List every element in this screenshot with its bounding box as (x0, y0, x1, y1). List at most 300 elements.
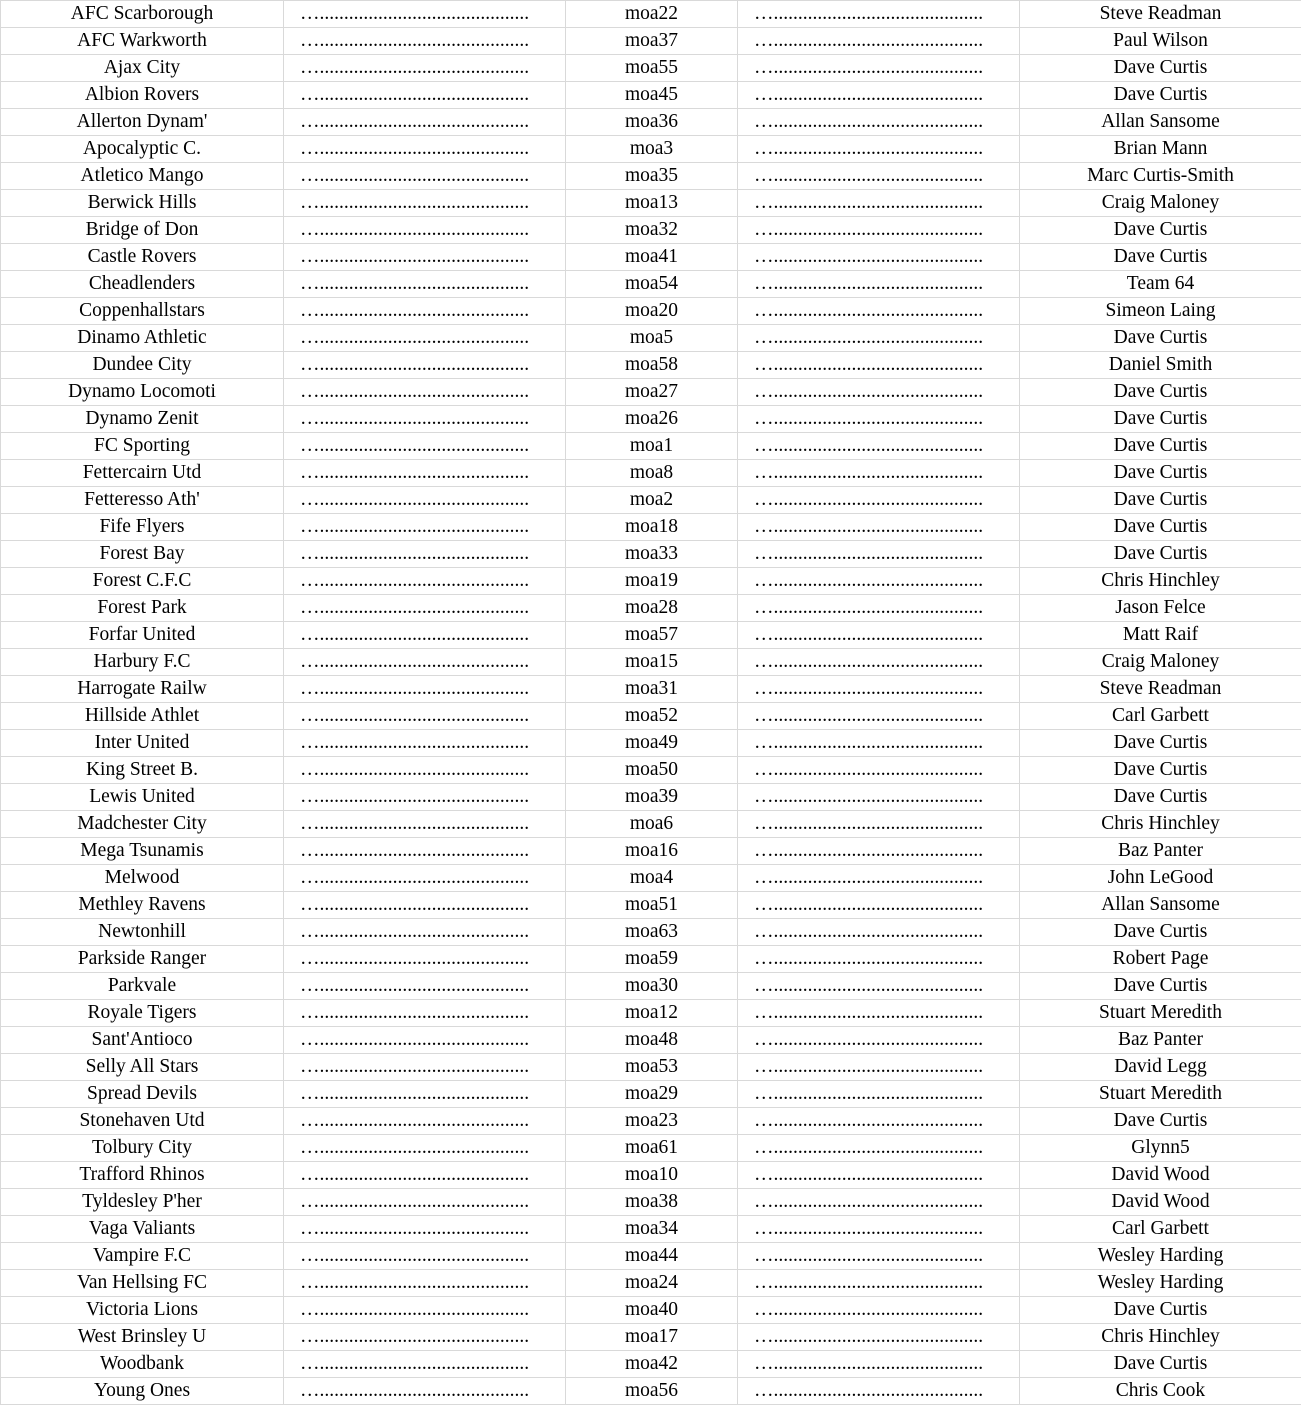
team-code-cell[interactable]: moa17 (566, 1324, 738, 1351)
manager-name-cell[interactable]: Dave Curtis (1020, 919, 1301, 946)
dotted-leader-cell[interactable]: …........................................... (284, 1135, 566, 1162)
dotted-leader-cell[interactable]: …........................................... (284, 757, 566, 784)
manager-name-cell[interactable]: Dave Curtis (1020, 460, 1301, 487)
manager-name-cell[interactable]: Stuart Meredith (1020, 1081, 1301, 1108)
table-row (1, 649, 1301, 676)
manager-name-cell[interactable]: Dave Curtis (1020, 379, 1301, 406)
manager-name-cell[interactable]: Dave Curtis (1020, 433, 1301, 460)
dotted-leader-cell[interactable]: …........................................... (738, 1054, 1020, 1081)
table-row (1, 1054, 1301, 1081)
team-code-cell[interactable]: moa20 (566, 298, 738, 325)
team-code-cell[interactable]: moa41 (566, 244, 738, 271)
dotted-leader-cell[interactable]: …........................................... (738, 1324, 1020, 1351)
team-code-cell[interactable]: moa5 (566, 325, 738, 352)
team-name-cell[interactable]: Apocalyptic C. (1, 136, 284, 163)
team-name-cell[interactable]: King Street B. (1, 757, 284, 784)
manager-name-cell[interactable]: Dave Curtis (1020, 514, 1301, 541)
team-name-cell[interactable]: Castle Rovers (1, 244, 284, 271)
dotted-leader-cell[interactable]: …........................................... (284, 595, 566, 622)
manager-name-cell[interactable]: Glynn5 (1020, 1135, 1301, 1162)
dotted-leader-cell[interactable]: …........................................... (284, 730, 566, 757)
manager-name-cell[interactable]: Allan Sansome (1020, 109, 1301, 136)
table-row (1, 1324, 1301, 1351)
table-row (1, 1027, 1301, 1054)
team-code-cell[interactable]: moa55 (566, 55, 738, 82)
team-name-cell[interactable]: Lewis United (1, 784, 284, 811)
dotted-leader-cell[interactable]: …........................................... (738, 379, 1020, 406)
manager-name-cell[interactable]: Matt Raif (1020, 622, 1301, 649)
team-code-cell[interactable]: moa31 (566, 676, 738, 703)
team-name-cell[interactable]: AFC Scarborough (1, 1, 284, 28)
dotted-leader-cell[interactable]: …........................................... (284, 82, 566, 109)
team-code-cell[interactable]: moa15 (566, 649, 738, 676)
manager-name-cell[interactable]: Carl Garbett (1020, 703, 1301, 730)
dotted-leader-cell[interactable]: …........................................... (738, 1270, 1020, 1297)
dotted-leader-cell[interactable]: …........................................... (284, 1, 566, 28)
table-row (1, 757, 1301, 784)
team-code-cell[interactable]: moa52 (566, 703, 738, 730)
dotted-leader-cell[interactable]: …........................................... (284, 1000, 566, 1027)
team-name-cell[interactable]: Spread Devils (1, 1081, 284, 1108)
team-name-cell[interactable]: Newtonhill (1, 919, 284, 946)
dotted-leader-cell[interactable]: …........................................... (738, 973, 1020, 1000)
dotted-leader-cell[interactable]: …........................................... (284, 1297, 566, 1324)
dotted-leader-cell[interactable]: …........................................... (738, 1027, 1020, 1054)
team-code-cell[interactable]: moa36 (566, 109, 738, 136)
table-row (1, 136, 1301, 163)
dotted-leader-cell[interactable]: …........................................... (738, 838, 1020, 865)
dotted-leader-cell[interactable]: …........................................... (284, 460, 566, 487)
manager-name-cell[interactable]: John LeGood (1020, 865, 1301, 892)
dotted-leader-cell[interactable]: …........................................... (284, 1081, 566, 1108)
manager-name-cell[interactable]: David Wood (1020, 1189, 1301, 1216)
dotted-leader-cell[interactable]: …........................................... (284, 1216, 566, 1243)
team-code-cell[interactable]: moa18 (566, 514, 738, 541)
team-name-cell[interactable]: Fetteresso Ath' (1, 487, 284, 514)
team-name-cell[interactable]: Tolbury City (1, 1135, 284, 1162)
dotted-leader-cell[interactable]: …........................................... (738, 649, 1020, 676)
manager-name-cell[interactable]: Brian Mann (1020, 136, 1301, 163)
team-name-cell[interactable]: Methley Ravens (1, 892, 284, 919)
table-row (1, 1351, 1301, 1378)
team-code-cell[interactable]: moa63 (566, 919, 738, 946)
team-name-cell[interactable]: Berwick Hills (1, 190, 284, 217)
team-name-cell[interactable]: Bridge of Don (1, 217, 284, 244)
team-name-cell[interactable]: FC Sporting (1, 433, 284, 460)
team-name-cell[interactable]: Dinamo Athletic (1, 325, 284, 352)
team-code-cell[interactable]: moa38 (566, 1189, 738, 1216)
manager-name-cell[interactable]: Daniel Smith (1020, 352, 1301, 379)
team-code-cell[interactable]: moa33 (566, 541, 738, 568)
dotted-leader-cell[interactable]: …........................................... (738, 217, 1020, 244)
team-name-cell[interactable]: Trafford Rhinos (1, 1162, 284, 1189)
manager-name-cell[interactable]: Allan Sansome (1020, 892, 1301, 919)
table-row (1, 352, 1301, 379)
manager-name-cell[interactable]: Wesley Harding (1020, 1243, 1301, 1270)
dotted-leader-cell[interactable]: …........................................... (284, 190, 566, 217)
team-name-cell[interactable]: Dynamo Zenit (1, 406, 284, 433)
manager-name-cell[interactable]: Steve Readman (1020, 676, 1301, 703)
table-row (1, 568, 1301, 595)
table-row (1, 1162, 1301, 1189)
team-name-cell[interactable]: Sant'Antioco (1, 1027, 284, 1054)
team-name-cell[interactable]: Parkside Ranger (1, 946, 284, 973)
team-name-cell[interactable]: Van Hellsing FC (1, 1270, 284, 1297)
dotted-leader-cell[interactable]: …........................................... (738, 622, 1020, 649)
dotted-leader-cell[interactable]: …........................................... (284, 568, 566, 595)
team-name-cell[interactable]: Vaga Valiants (1, 1216, 284, 1243)
table-row (1, 703, 1301, 730)
team-name-cell[interactable]: Dundee City (1, 352, 284, 379)
table-row (1, 946, 1301, 973)
dotted-leader-cell[interactable]: …........................................... (738, 1243, 1020, 1270)
team-code-cell[interactable]: moa19 (566, 568, 738, 595)
table-row (1, 892, 1301, 919)
dotted-leader-cell[interactable]: …........................................... (738, 352, 1020, 379)
manager-name-cell[interactable]: Dave Curtis (1020, 325, 1301, 352)
team-name-cell[interactable]: Fife Flyers (1, 514, 284, 541)
table-row (1, 406, 1301, 433)
dotted-leader-cell[interactable]: …........................................... (738, 460, 1020, 487)
team-code-cell[interactable]: moa61 (566, 1135, 738, 1162)
table-row (1, 919, 1301, 946)
dotted-leader-cell[interactable]: …........................................... (284, 622, 566, 649)
team-code-cell[interactable]: moa32 (566, 217, 738, 244)
dotted-leader-cell[interactable]: …........................................... (284, 352, 566, 379)
dotted-leader-cell[interactable]: …........................................... (738, 595, 1020, 622)
dotted-leader-cell[interactable]: …........................................... (284, 1351, 566, 1378)
dotted-leader-cell[interactable]: …........................................... (738, 28, 1020, 55)
team-code-cell[interactable]: moa26 (566, 406, 738, 433)
team-name-cell[interactable]: Inter United (1, 730, 284, 757)
team-name-cell[interactable]: Forest C.F.C (1, 568, 284, 595)
dotted-leader-cell[interactable]: …........................................... (284, 649, 566, 676)
table-row (1, 595, 1301, 622)
table-row (1, 298, 1301, 325)
dotted-leader-cell[interactable]: …........................................... (738, 406, 1020, 433)
team-code-cell[interactable]: moa12 (566, 1000, 738, 1027)
team-code-cell[interactable]: moa24 (566, 1270, 738, 1297)
table-row (1, 109, 1301, 136)
team-name-cell[interactable]: Royale Tigers (1, 1000, 284, 1027)
dotted-leader-cell[interactable]: …........................................... (284, 28, 566, 55)
team-name-cell[interactable]: Victoria Lions (1, 1297, 284, 1324)
dotted-leader-cell[interactable]: …........................................... (738, 946, 1020, 973)
table-row (1, 325, 1301, 352)
dotted-leader-cell[interactable]: …........................................... (284, 406, 566, 433)
dotted-leader-cell[interactable]: …........................................... (284, 163, 566, 190)
dotted-leader-cell[interactable]: …........................................... (738, 784, 1020, 811)
team-code-cell[interactable]: moa23 (566, 1108, 738, 1135)
manager-name-cell[interactable]: David Legg (1020, 1054, 1301, 1081)
manager-name-cell[interactable]: Carl Garbett (1020, 1216, 1301, 1243)
team-code-cell[interactable]: moa59 (566, 946, 738, 973)
manager-name-cell[interactable]: Dave Curtis (1020, 217, 1301, 244)
table-row (1, 163, 1301, 190)
manager-name-cell[interactable]: Dave Curtis (1020, 244, 1301, 271)
dotted-leader-cell[interactable]: …........................................... (284, 325, 566, 352)
team-code-cell[interactable]: moa22 (566, 1, 738, 28)
table-row (1, 28, 1301, 55)
dotted-leader-cell[interactable]: …........................................... (284, 487, 566, 514)
dotted-leader-cell[interactable]: …........................................... (284, 433, 566, 460)
team-name-cell[interactable]: West Brinsley U (1, 1324, 284, 1351)
dotted-leader-cell[interactable]: …........................................... (738, 1351, 1020, 1378)
manager-name-cell[interactable]: Chris Hinchley (1020, 568, 1301, 595)
manager-name-cell[interactable]: Chris Hinchley (1020, 811, 1301, 838)
table-row (1, 865, 1301, 892)
manager-name-cell[interactable]: Chris Cook (1020, 1378, 1301, 1405)
team-name-cell[interactable]: Coppenhallstars (1, 298, 284, 325)
manager-name-cell[interactable]: Dave Curtis (1020, 1351, 1301, 1378)
team-code-cell[interactable]: moa3 (566, 136, 738, 163)
team-name-cell[interactable]: Madchester City (1, 811, 284, 838)
table-row (1, 730, 1301, 757)
manager-name-cell[interactable]: David Wood (1020, 1162, 1301, 1189)
dotted-leader-cell[interactable]: …........................................... (738, 1081, 1020, 1108)
dotted-leader-cell[interactable]: …........................................... (284, 1378, 566, 1405)
manager-name-cell[interactable]: Craig Maloney (1020, 649, 1301, 676)
table-row (1, 1189, 1301, 1216)
manager-name-cell[interactable]: Dave Curtis (1020, 1297, 1301, 1324)
team-name-cell[interactable]: Fettercairn Utd (1, 460, 284, 487)
table-row (1, 217, 1301, 244)
dotted-leader-cell[interactable]: …........................................... (738, 1108, 1020, 1135)
dotted-leader-cell[interactable]: …........................................... (738, 811, 1020, 838)
manager-name-cell[interactable]: Wesley Harding (1020, 1270, 1301, 1297)
manager-name-cell[interactable]: Dave Curtis (1020, 55, 1301, 82)
team-code-cell[interactable]: moa8 (566, 460, 738, 487)
dotted-leader-cell[interactable]: …........................................... (738, 487, 1020, 514)
dotted-leader-cell[interactable]: …........................................... (738, 1378, 1020, 1405)
team-code-cell[interactable]: moa49 (566, 730, 738, 757)
team-code-cell[interactable]: moa29 (566, 1081, 738, 1108)
manager-name-cell[interactable]: Baz Panter (1020, 1027, 1301, 1054)
team-code-cell[interactable]: moa48 (566, 1027, 738, 1054)
team-code-cell[interactable]: moa53 (566, 1054, 738, 1081)
table-row (1, 1081, 1301, 1108)
dotted-leader-cell[interactable]: …........................................... (284, 109, 566, 136)
team-name-cell[interactable]: Hillside Athlet (1, 703, 284, 730)
manager-name-cell[interactable]: Dave Curtis (1020, 757, 1301, 784)
team-code-cell[interactable]: moa42 (566, 1351, 738, 1378)
table-row (1, 271, 1301, 298)
dotted-leader-cell[interactable]: …........................................... (284, 514, 566, 541)
dotted-leader-cell[interactable]: …........................................... (284, 136, 566, 163)
table-row (1, 244, 1301, 271)
manager-name-cell[interactable]: Dave Curtis (1020, 406, 1301, 433)
team-name-cell[interactable]: Forest Park (1, 595, 284, 622)
manager-name-cell[interactable]: Marc Curtis-Smith (1020, 163, 1301, 190)
table-row (1, 1216, 1301, 1243)
team-code-cell[interactable]: moa51 (566, 892, 738, 919)
dotted-leader-cell[interactable]: …........................................... (284, 1108, 566, 1135)
team-name-cell[interactable]: Vampire F.C (1, 1243, 284, 1270)
dotted-leader-cell[interactable]: …........................................... (284, 55, 566, 82)
manager-name-cell[interactable]: Jason Felce (1020, 595, 1301, 622)
team-name-cell[interactable]: Albion Rovers (1, 82, 284, 109)
dotted-leader-cell[interactable]: …........................................... (738, 136, 1020, 163)
team-code-cell[interactable]: moa10 (566, 1162, 738, 1189)
dotted-leader-cell[interactable]: …........................................... (738, 190, 1020, 217)
dotted-leader-cell[interactable]: …........................................... (738, 1162, 1020, 1189)
team-name-cell[interactable]: Atletico Mango (1, 163, 284, 190)
dotted-leader-cell[interactable]: …........................................... (738, 1, 1020, 28)
dotted-leader-cell[interactable]: …........................................... (738, 244, 1020, 271)
team-code-cell[interactable]: moa56 (566, 1378, 738, 1405)
table-row (1, 82, 1301, 109)
dotted-leader-cell[interactable]: …........................................... (284, 892, 566, 919)
dotted-leader-cell[interactable]: …........................................... (738, 55, 1020, 82)
dotted-leader-cell[interactable]: …........................................... (284, 1243, 566, 1270)
dotted-leader-cell[interactable]: …........................................... (738, 298, 1020, 325)
team-name-cell[interactable]: Forfar United (1, 622, 284, 649)
team-name-cell[interactable]: Cheadlenders (1, 271, 284, 298)
team-code-cell[interactable]: moa44 (566, 1243, 738, 1270)
team-code-cell[interactable]: moa28 (566, 595, 738, 622)
manager-name-cell[interactable]: Stuart Meredith (1020, 1000, 1301, 1027)
team-code-cell[interactable]: moa1 (566, 433, 738, 460)
dotted-leader-cell[interactable]: …........................................... (284, 541, 566, 568)
manager-name-cell[interactable]: Dave Curtis (1020, 487, 1301, 514)
dotted-leader-cell[interactable]: …........................................... (738, 676, 1020, 703)
dotted-leader-cell[interactable]: …........................................... (284, 784, 566, 811)
dotted-leader-cell[interactable]: …........................................... (738, 541, 1020, 568)
dotted-leader-cell[interactable]: …........................................... (284, 811, 566, 838)
dotted-leader-cell[interactable]: …........................................... (284, 865, 566, 892)
team-name-cell[interactable]: Selly All Stars (1, 1054, 284, 1081)
team-code-cell[interactable]: moa2 (566, 487, 738, 514)
dotted-leader-cell[interactable]: …........................................... (738, 1216, 1020, 1243)
team-name-cell[interactable]: Melwood (1, 865, 284, 892)
dotted-leader-cell[interactable]: …........................................... (284, 271, 566, 298)
dotted-leader-cell[interactable]: …........................................... (284, 1189, 566, 1216)
manager-name-cell[interactable]: Craig Maloney (1020, 190, 1301, 217)
dotted-leader-cell[interactable]: …........................................... (738, 703, 1020, 730)
dotted-leader-cell[interactable]: …........................................... (284, 1324, 566, 1351)
dotted-leader-cell[interactable]: …........................................... (738, 568, 1020, 595)
team-code-cell[interactable]: moa40 (566, 1297, 738, 1324)
team-name-cell[interactable]: Allerton Dynam' (1, 109, 284, 136)
dotted-leader-cell[interactable]: …........................................... (284, 838, 566, 865)
team-name-cell[interactable]: Forest Bay (1, 541, 284, 568)
team-code-cell[interactable]: moa58 (566, 352, 738, 379)
dotted-leader-cell[interactable]: …........................................... (738, 919, 1020, 946)
dotted-leader-cell[interactable]: …........................................... (738, 1297, 1020, 1324)
team-code-cell[interactable]: moa45 (566, 82, 738, 109)
dotted-leader-cell[interactable]: …........................................... (738, 757, 1020, 784)
manager-name-cell[interactable]: Team 64 (1020, 271, 1301, 298)
dotted-leader-cell[interactable]: …........................................... (738, 865, 1020, 892)
dotted-leader-cell[interactable]: …........................................... (738, 271, 1020, 298)
dotted-leader-cell[interactable]: …........................................... (284, 946, 566, 973)
manager-name-cell[interactable]: Dave Curtis (1020, 730, 1301, 757)
team-name-cell[interactable]: Woodbank (1, 1351, 284, 1378)
table-row (1, 1000, 1301, 1027)
team-code-cell[interactable]: moa16 (566, 838, 738, 865)
team-code-cell[interactable]: moa13 (566, 190, 738, 217)
team-code-cell[interactable]: moa57 (566, 622, 738, 649)
team-code-cell[interactable]: moa4 (566, 865, 738, 892)
team-code-cell[interactable]: moa30 (566, 973, 738, 1000)
dotted-leader-cell[interactable]: …........................................... (284, 217, 566, 244)
manager-name-cell[interactable]: Dave Curtis (1020, 784, 1301, 811)
manager-name-cell[interactable]: Dave Curtis (1020, 541, 1301, 568)
dotted-leader-cell[interactable]: …........................................... (738, 1135, 1020, 1162)
dotted-leader-cell[interactable]: …........................................... (738, 82, 1020, 109)
team-name-cell[interactable]: Ajax City (1, 55, 284, 82)
manager-name-cell[interactable]: Paul Wilson (1020, 28, 1301, 55)
team-code-cell[interactable]: moa34 (566, 1216, 738, 1243)
dotted-leader-cell[interactable]: …........................................... (284, 703, 566, 730)
manager-name-cell[interactable]: Baz Panter (1020, 838, 1301, 865)
dotted-leader-cell[interactable]: …........................................... (284, 919, 566, 946)
dotted-leader-cell[interactable]: …........................................... (284, 1027, 566, 1054)
table-row (1, 541, 1301, 568)
team-name-cell[interactable]: Young Ones (1, 1378, 284, 1405)
dotted-leader-cell[interactable]: …........................................... (738, 109, 1020, 136)
table-row (1, 1135, 1301, 1162)
table-row (1, 379, 1301, 406)
dotted-leader-cell[interactable]: …........................................... (284, 676, 566, 703)
team-code-cell[interactable]: moa6 (566, 811, 738, 838)
dotted-leader-cell[interactable]: …........................................... (284, 1270, 566, 1297)
dotted-leader-cell[interactable]: …........................................... (284, 244, 566, 271)
table-row (1, 973, 1301, 1000)
dotted-leader-cell[interactable]: …........................................... (284, 1162, 566, 1189)
team-name-cell[interactable]: Harrogate Railw (1, 676, 284, 703)
team-code-cell[interactable]: moa54 (566, 271, 738, 298)
manager-name-cell[interactable]: Chris Hinchley (1020, 1324, 1301, 1351)
table-row (1, 811, 1301, 838)
dotted-leader-cell[interactable]: …........................................... (738, 325, 1020, 352)
table-row (1, 622, 1301, 649)
table-row (1, 784, 1301, 811)
dotted-leader-cell[interactable]: …........................................... (738, 730, 1020, 757)
team-name-cell[interactable]: Stonehaven Utd (1, 1108, 284, 1135)
team-code-cell[interactable]: moa50 (566, 757, 738, 784)
team-code-cell[interactable]: moa37 (566, 28, 738, 55)
table-row (1, 676, 1301, 703)
dotted-leader-cell[interactable]: …........................................... (738, 433, 1020, 460)
team-name-cell[interactable]: Harbury F.C (1, 649, 284, 676)
manager-name-cell[interactable]: Dave Curtis (1020, 82, 1301, 109)
manager-name-cell[interactable]: Robert Page (1020, 946, 1301, 973)
dotted-leader-cell[interactable]: …........................................... (284, 1054, 566, 1081)
team-name-cell[interactable]: Mega Tsunamis (1, 838, 284, 865)
team-name-cell[interactable]: Parkvale (1, 973, 284, 1000)
manager-name-cell[interactable]: Dave Curtis (1020, 973, 1301, 1000)
dotted-leader-cell[interactable]: …........................................... (738, 514, 1020, 541)
dotted-leader-cell[interactable]: …........................................... (738, 1000, 1020, 1027)
team-name-cell[interactable]: AFC Warkworth (1, 28, 284, 55)
manager-name-cell[interactable]: Dave Curtis (1020, 1108, 1301, 1135)
dotted-leader-cell[interactable]: …........................................... (738, 892, 1020, 919)
team-name-cell[interactable]: Tyldesley P'her (1, 1189, 284, 1216)
dotted-leader-cell[interactable]: …........................................... (738, 163, 1020, 190)
manager-name-cell[interactable]: Steve Readman (1020, 1, 1301, 28)
team-name-cell[interactable]: Dynamo Locomoti (1, 379, 284, 406)
manager-name-cell[interactable]: Simeon Laing (1020, 298, 1301, 325)
dotted-leader-cell[interactable]: …........................................... (284, 379, 566, 406)
team-code-cell[interactable]: moa35 (566, 163, 738, 190)
dotted-leader-cell[interactable]: …........................................... (284, 973, 566, 1000)
team-code-cell[interactable]: moa39 (566, 784, 738, 811)
team-code-cell[interactable]: moa27 (566, 379, 738, 406)
table-row (1, 1, 1301, 28)
dotted-leader-cell[interactable]: …........................................... (738, 1189, 1020, 1216)
dotted-leader-cell[interactable]: …........................................... (284, 298, 566, 325)
